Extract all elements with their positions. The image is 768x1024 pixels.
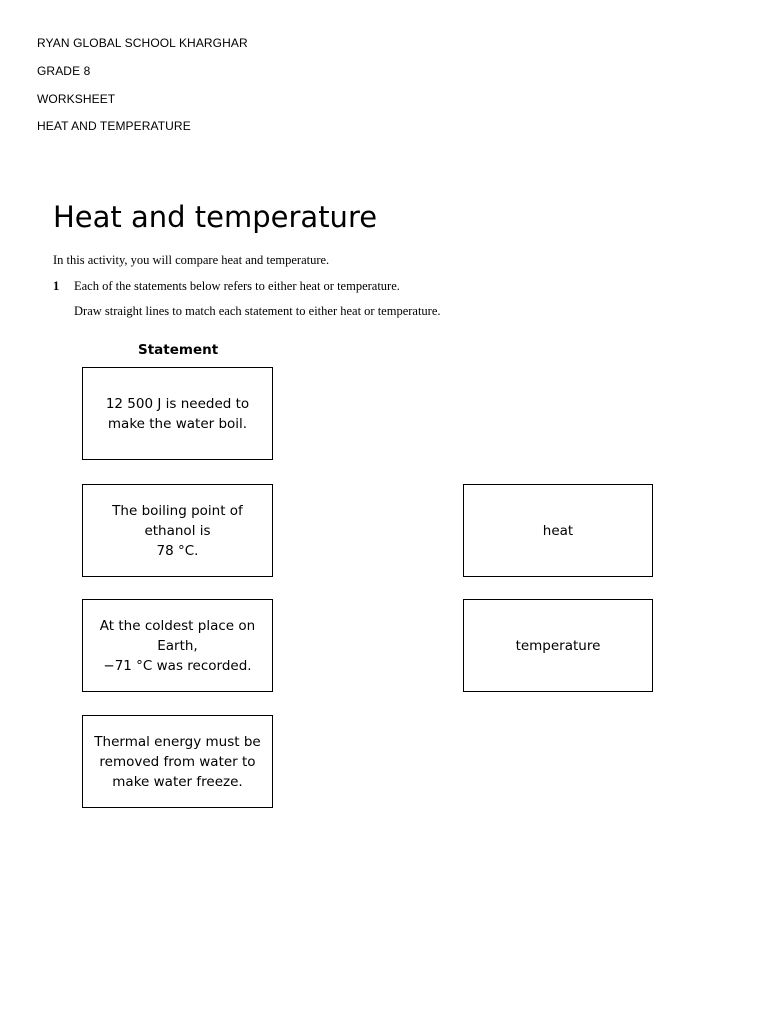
statement-line: 78 °C. bbox=[156, 542, 199, 559]
statement-line: removed from water to bbox=[99, 753, 256, 770]
statement-line: make the water boil. bbox=[107, 415, 248, 432]
statement-line: ethanol is bbox=[144, 522, 211, 539]
statement-line: The boiling point of bbox=[112, 502, 243, 519]
doc-type-label: WORKSHEET bbox=[37, 92, 116, 106]
option-box-temperature bbox=[463, 599, 653, 692]
option-box-heat bbox=[463, 484, 653, 577]
option-label-heat: heat bbox=[542, 522, 574, 539]
statement-column-heading: Statement bbox=[138, 342, 219, 358]
grade-label: GRADE 8 bbox=[37, 64, 91, 78]
question-instruction: Draw straight lines to match each statement to either heat or temperature. bbox=[74, 304, 441, 318]
statement-line: At the coldest place on bbox=[99, 617, 256, 634]
statement-box-4 bbox=[82, 715, 273, 808]
question-text: Each of the statements below refers to either heat or temperature. bbox=[74, 279, 400, 293]
activity-title: Heat and temperature bbox=[53, 200, 378, 234]
question-number: 1 bbox=[53, 279, 60, 293]
statement-box-1 bbox=[82, 367, 273, 460]
school-name: RYAN GLOBAL SCHOOL KHARGHAR bbox=[37, 36, 248, 50]
activity-intro: In this activity, you will compare heat and temperature. bbox=[53, 253, 330, 267]
statement-line: Earth, bbox=[157, 637, 198, 654]
statement-line: 12 500 J is needed to bbox=[105, 395, 250, 412]
statement-line: −71 °C was recorded. bbox=[103, 657, 252, 674]
statement-box-3 bbox=[82, 599, 273, 692]
statement-line: make water freeze. bbox=[112, 773, 243, 790]
topic-label: HEAT AND TEMPERATURE bbox=[37, 119, 191, 133]
option-label-temperature: temperature bbox=[515, 637, 601, 654]
statement-line: Thermal energy must be bbox=[94, 733, 261, 750]
statement-box-2 bbox=[82, 484, 273, 577]
